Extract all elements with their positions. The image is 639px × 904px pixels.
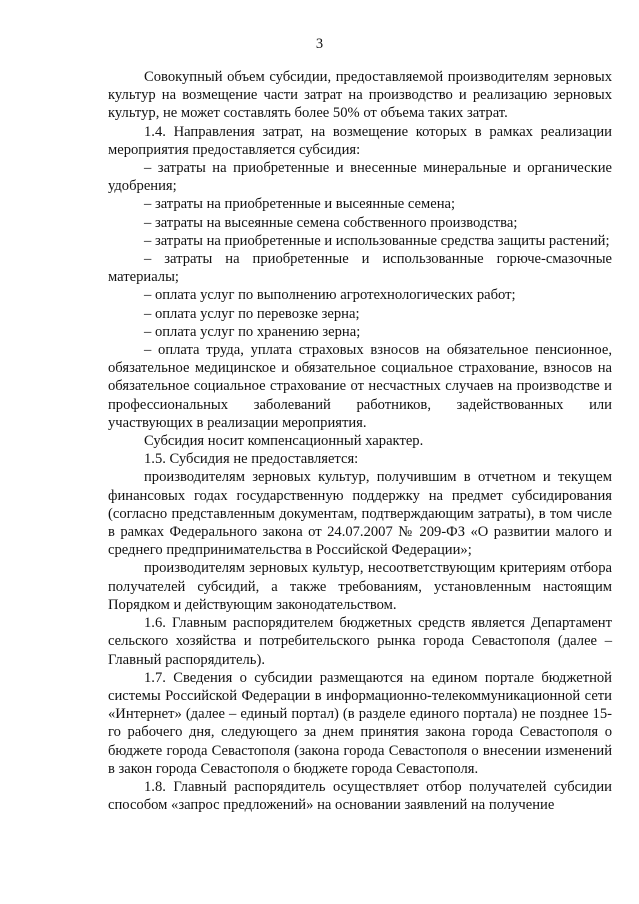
paragraph-1-6: 1.6. Главным распорядителем бюджетных средств является Департамент сельского хозяйства и потребительского рынка города Севастополя (далее – Главный распорядитель). [108, 615, 612, 668]
list-item-fuel-lubricants: – затраты на приобретенные и использованные горюче-смазочные материалы; [108, 251, 612, 286]
paragraph-1-5-noncompliant: производителям зерновых культур, несоответствующим критериям отбора получателей субсидий, а также требованиям, установленным настоящим Порядком и действующим законодательством. [108, 560, 612, 613]
page-number: 3 [315, 36, 324, 52]
paragraph-1-5-heading: 1.5. Субсидия не предоставляется: [144, 451, 359, 468]
list-item-plant-protection: – затраты на приобретенные и использованные средства защиты растений; [144, 232, 610, 249]
list-item-fertilizers: – затраты на приобретенные и внесенные минеральные и органические удобрения; [108, 160, 612, 195]
paragraph-1-4-heading: 1.4. Направления затрат, на возмещение которых в рамках реализации мероприятия предоставляется субсидия: [108, 123, 612, 158]
paragraph-total-subsidy: Совокупный объем субсидии, предоставляемой производителям зерновых культур на возмещение части затрат на производство и реализацию зерновых культур, не может составлять более 50% от объема таких затрат. [108, 69, 612, 122]
list-item-labor-insurance: – оплата труда, уплата страховых взносов на обязательное пенсионное, обязательное медицинское и обязательное социальное страхование, взносов на обязательное социальное страхование от несчастных случаев на производстве и профессиональных заболеваний работников, задействованных или участвующих в реализации мероприятия. [108, 342, 612, 431]
document-body [108, 68, 612, 814]
paragraph-1-8: 1.8. Главный распорядитель осуществляет отбор получателей субсидии способом «запрос предложений» на основании заявлений на получение [108, 778, 612, 814]
paragraph-1-5-received-support: производителям зерновых культур, получившим в отчетном и текущем финансовых годах государственную поддержку на предмет субсидирования (согласно представленным документам, подтверждающим затраты), в том числе в рамках Федерального закона от 24.07.2007 № 209-ФЗ «О развитии малого и среднего предпринимательства в Российской Федерации»; [108, 469, 612, 559]
list-item-grain-storage: – оплата услуг по хранению зерна; [144, 323, 361, 340]
list-item-purchased-seeds: – затраты на приобретенные и высеянные семена; [144, 196, 456, 213]
list-item-grain-transport: – оплата услуг по перевозке зерна; [144, 305, 360, 322]
paragraph-1-7: 1.7. Сведения о субсидии размещаются на едином портале бюджетной системы Российской Федерации в информационно-телекоммуникационной сети «Интернет» (далее – единый портал) (в разделе единого портала) не позднее 15-го рабочего дня, следующего за днем принятия закона города Севастополя о бюджете города Севастополя (закона города Севастополя о внесении изменений в закон города Севастополя о бюджете города Севастополя. [108, 669, 612, 777]
list-item-agrotech-works: – оплата услуг по выполнению агротехнологических работ; [144, 287, 516, 304]
paragraph-compensation: Субсидия носит компенсационный характер. [144, 433, 424, 450]
list-item-own-seeds: – затраты на высеянные семена собственного производства; [144, 214, 518, 231]
